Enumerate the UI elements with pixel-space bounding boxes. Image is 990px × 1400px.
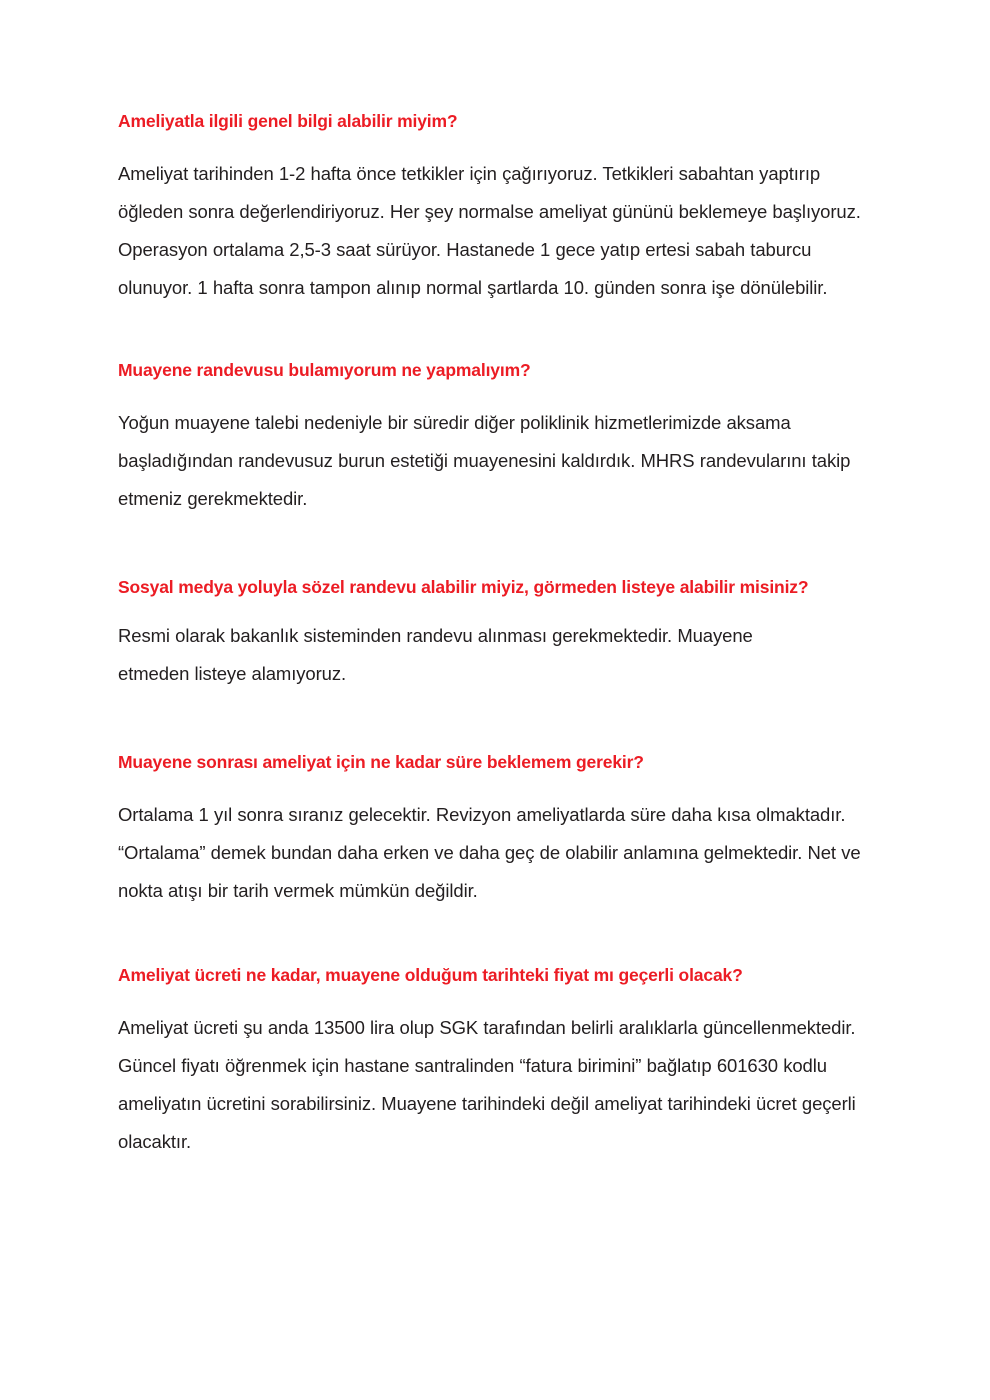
faq-answer: Yoğun muayene talebi nedeniyle bir süredir diğer poliklinik hizmetlerimizde aksama başladığından randevusuz burun estetiği muayenesini kaldırdık. MHRS randevularını takip etmeniz gerekmektedir. bbox=[118, 412, 851, 509]
faq-item bbox=[118, 751, 870, 910]
faq-question: Sosyal medya yoluyla sözel randevu alabilir miyiz, görmeden listeye alabilir misiniz? bbox=[118, 577, 809, 597]
faq-answer: Ortalama 1 yıl sonra sıranız gelecektir. Revizyon ameliyatlarda süre daha kısa olmaktadır. “Ortalama” demek bundan daha erken ve daha geç de olabilir anlamına gelmektedir. Net ve nokta atışı bir tarih vermek mümkün değildir. bbox=[118, 804, 861, 901]
faq-answer: Resmi olarak bakanlık sisteminden randevu alınması gerekmektedir. Muayene etmeden listeye alamıyoruz. bbox=[118, 625, 753, 684]
faq-item bbox=[118, 964, 870, 1161]
faq-question: Ameliyatla ilgili genel bilgi alabilir miyim? bbox=[118, 111, 458, 131]
faq-item bbox=[118, 359, 870, 518]
faq-item bbox=[118, 110, 870, 307]
faq-answer: Ameliyat tarihinden 1-2 hafta önce tetkikler için çağırıyoruz. Tetkikleri sabahtan yaptırıp öğleden sonra değerlendiriyoruz. Her şey normalse ameliyat gününü beklemeye başlıyoruz. Operasyon ortalama 2,5-3 saat sürüyor. Hastanede 1 gece yatıp ertesi sabah taburcu olunuyor. 1 hafta sonra tampon alınıp normal şartlarda 10. günden sonra işe dönülebilir. bbox=[118, 163, 861, 298]
faq-question: Muayene sonrası ameliyat için ne kadar süre beklemem gerekir? bbox=[118, 752, 644, 772]
faq-item bbox=[118, 576, 870, 693]
faq-list bbox=[118, 110, 870, 1161]
faq-question: Ameliyat ücreti ne kadar, muayene olduğum tarihteki fiyat mı geçerli olacak? bbox=[118, 965, 743, 985]
faq-question: Muayene randevusu bulamıyorum ne yapmalıyım? bbox=[118, 360, 531, 380]
faq-answer: Ameliyat ücreti şu anda 13500 lira olup SGK tarafından belirli aralıklarla güncellenmektedir. Güncel fiyatı öğrenmek için hastane santralinden “fatura birimini” bağlatıp 601630 kodlu ameliyatın ücretini sorabilirsiniz. Muayene tarihindeki değil ameliyat tarihindeki ücret geçerli olacaktır. bbox=[118, 1017, 856, 1152]
